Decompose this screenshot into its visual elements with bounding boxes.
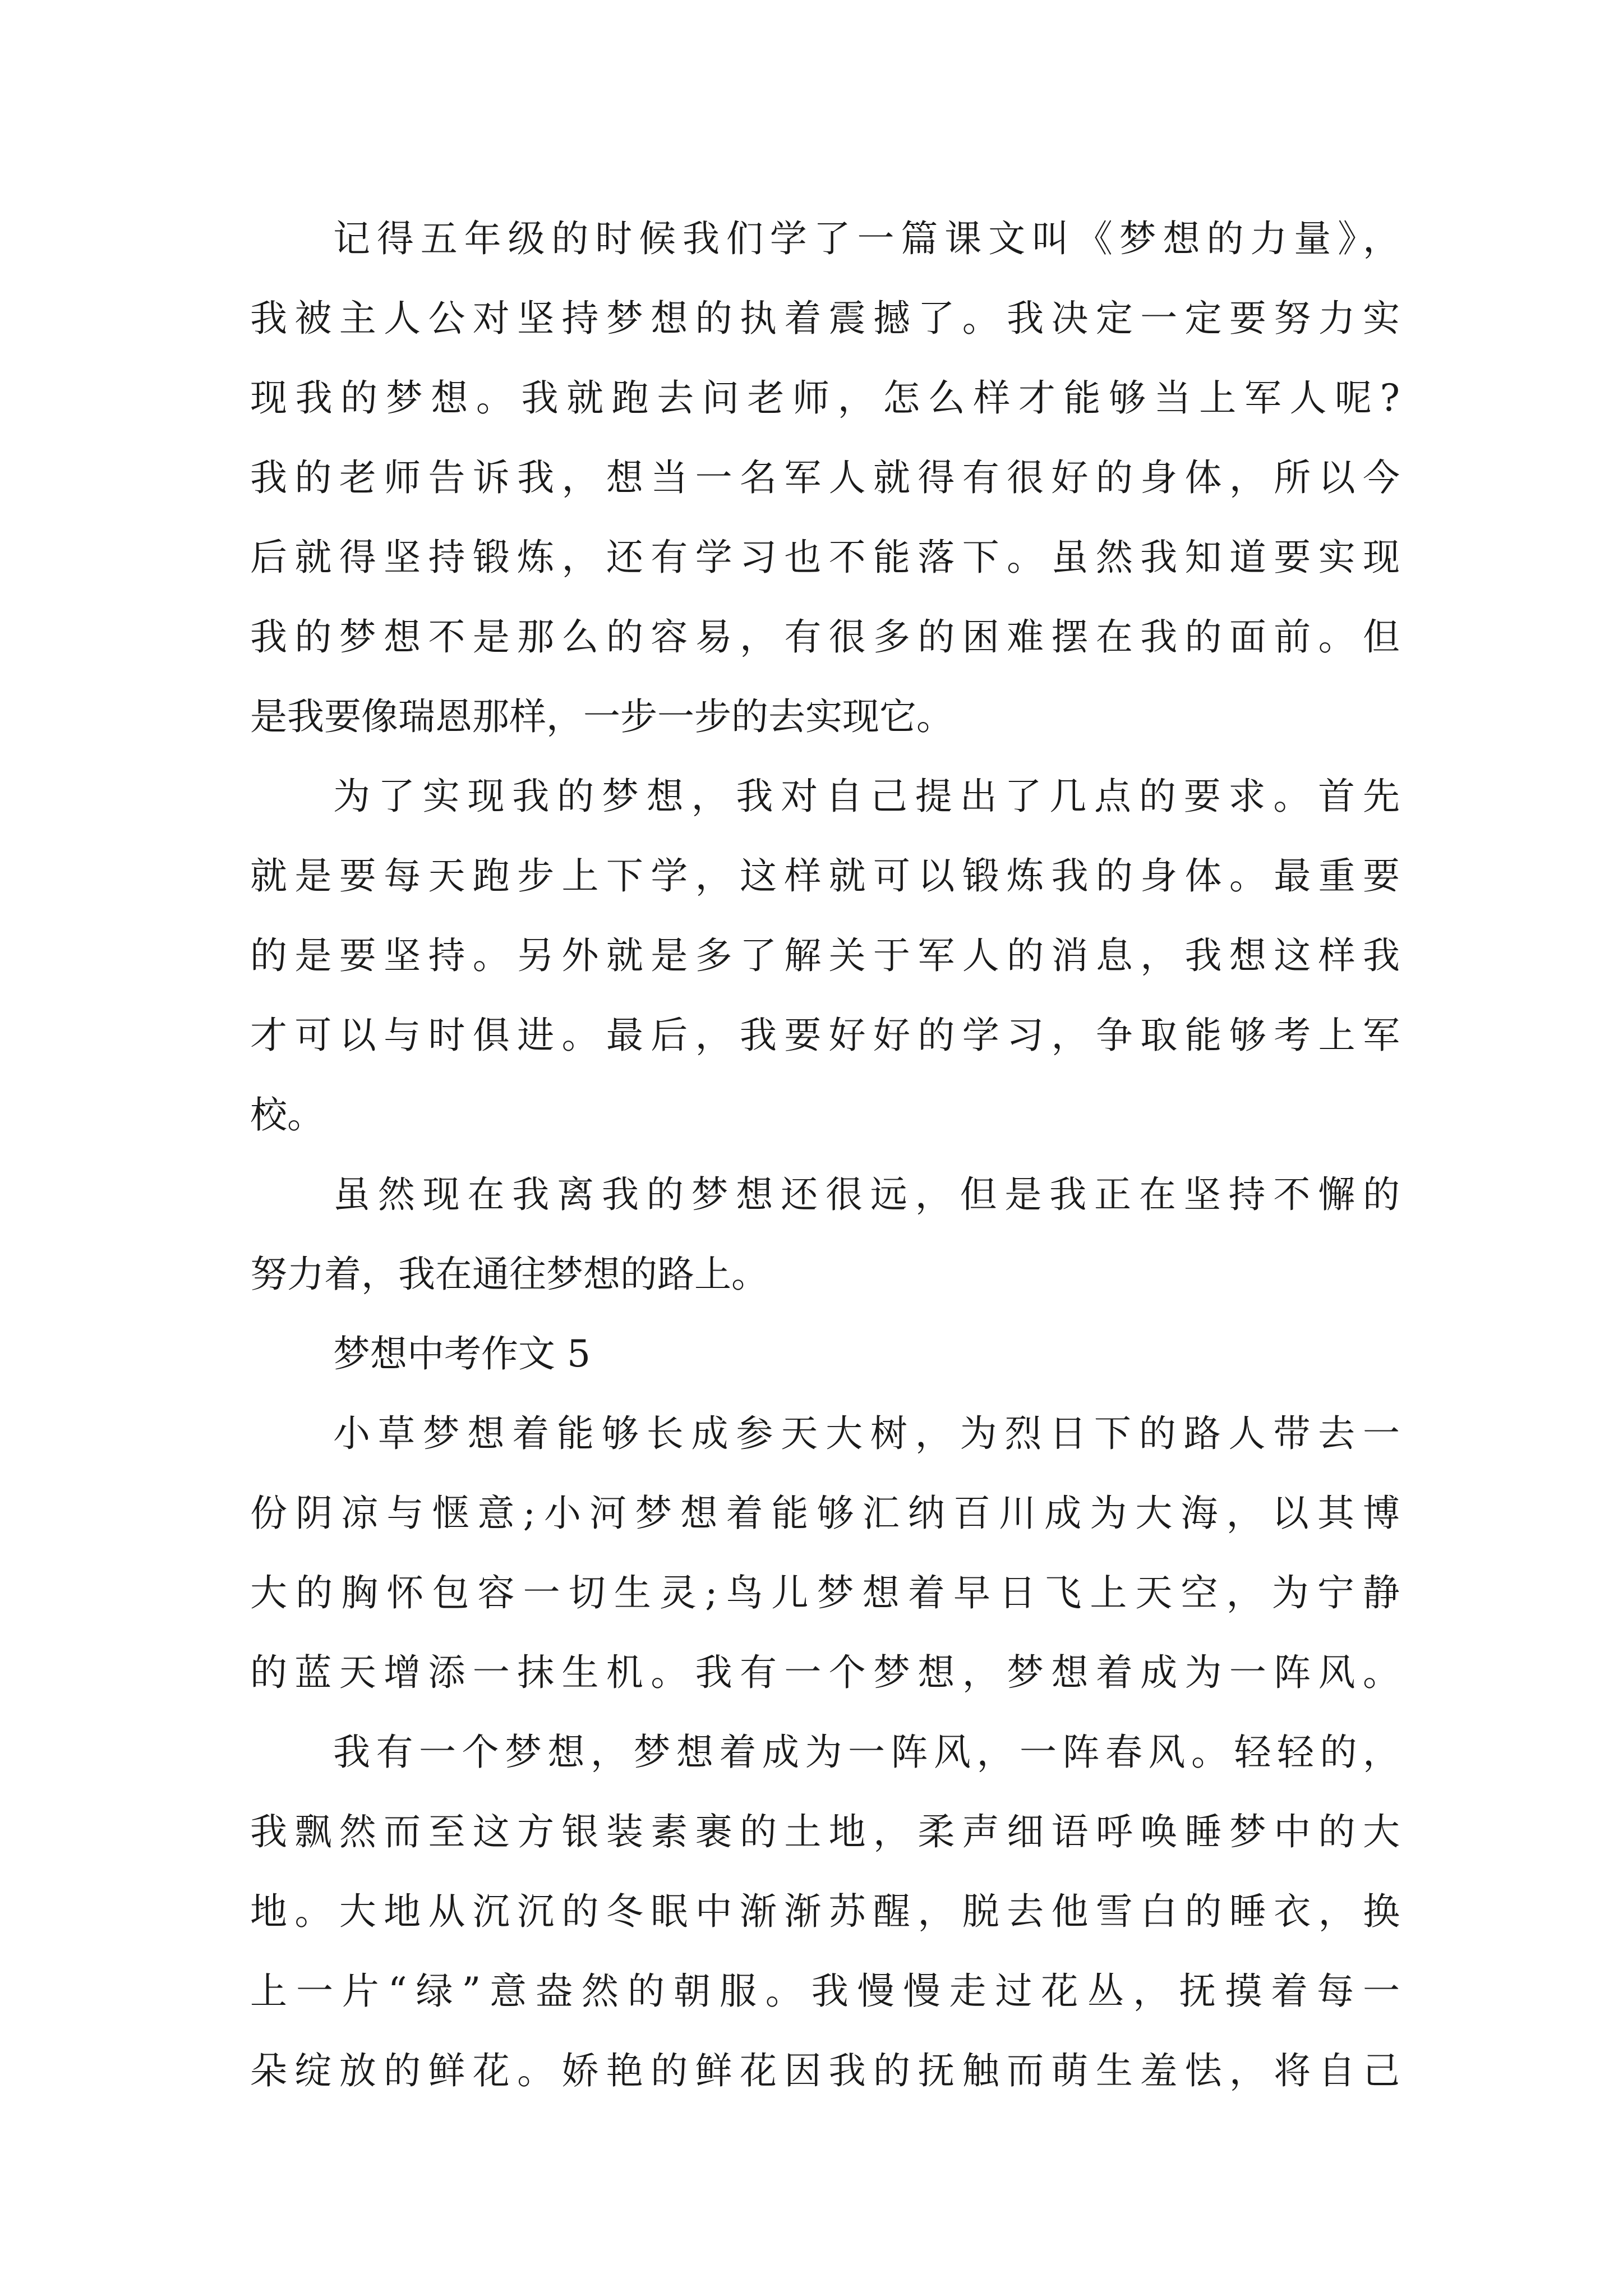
paragraph-line: 记得五年级的时候我们学了一篇课文叫《梦想的力量》， xyxy=(333,217,1400,260)
paragraph-line: 我被主人公对坚持梦想的执着震撼了。我决定一定要努力实 xyxy=(250,297,1400,340)
essay-body xyxy=(250,213,1400,2125)
paragraph-line: 大的胸怀包容一切生灵;鸟儿梦想着早日飞上天空，为宁静 xyxy=(250,1571,1400,1614)
paragraph-line: 我的老师告诉我，想当一名军人就得有很好的身体，所以今 xyxy=(250,456,1400,499)
paragraph-line: 我的梦想不是那么的容易，有很多的困难摆在我的面前。但 xyxy=(250,615,1400,659)
paragraph-line: 小草梦想着能够长成参天大树，为烈日下的路人带去一 xyxy=(333,1412,1400,1455)
section-heading: 梦想中考作文 5 xyxy=(333,1332,591,1375)
paragraph-line: 虽然现在我离我的梦想还很远，但是我正在坚持不懈的 xyxy=(333,1173,1400,1216)
paragraph-line: 朵绽放的鲜花。娇艳的鲜花因我的抚触而萌生羞怯，将自己 xyxy=(250,2049,1400,2092)
paragraph-line: 的蓝天增添一抹生机。我有一个梦想，梦想着成为一阵风。 xyxy=(250,1651,1400,1694)
paragraph-line: 就是要每天跑步上下学，这样就可以锻炼我的身体。最重要 xyxy=(250,854,1400,898)
paragraph-line: 我有一个梦想，梦想着成为一阵风，一阵春风。轻轻的， xyxy=(333,1731,1400,1774)
paragraph-line: 努力着，我在通往梦想的路上。 xyxy=(250,1253,768,1296)
paragraph-line: 是我要像瑞恩那样，一步一步的去实现它。 xyxy=(250,695,953,738)
paragraph-line: 上一片“绿”意盎然的朝服。我慢慢走过花丛，抚摸着每一 xyxy=(250,1970,1400,2013)
paragraph-line: 份阴凉与惬意;小河梦想着能够汇纳百川成为大海，以其博 xyxy=(250,1492,1400,1535)
paragraph-line: 现我的梦想。我就跑去问老师，怎么样才能够当上军人呢? xyxy=(250,376,1400,420)
paragraph-line: 的是要坚持。另外就是多了解关于军人的消息，我想这样我 xyxy=(250,934,1400,977)
paragraph-line: 校。 xyxy=(250,1093,324,1137)
paragraph-line: 地。大地从沉沉的冬眠中渐渐苏醒，脱去他雪白的睡衣，换 xyxy=(250,1890,1400,1933)
paragraph-line: 为了实现我的梦想，我对自己提出了几点的要求。首先 xyxy=(333,775,1400,818)
paragraph-line: 我飘然而至这方银装素裹的土地，柔声细语呼唤睡梦中的大 xyxy=(250,1810,1400,1853)
paragraph-line: 后就得坚持锻炼，还有学习也不能落下。虽然我知道要实现 xyxy=(250,536,1400,579)
paragraph-line: 才可以与时俱进。最后，我要好好的学习，争取能够考上军 xyxy=(250,1014,1400,1057)
